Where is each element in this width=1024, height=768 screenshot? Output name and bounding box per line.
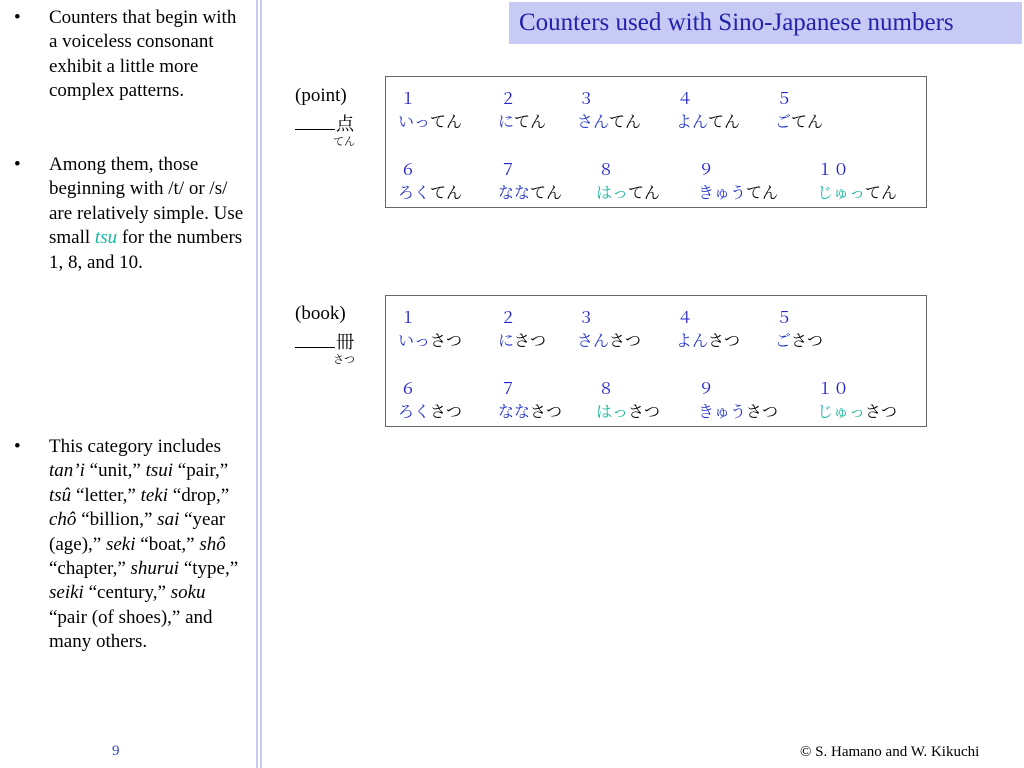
reading-cell [577, 109, 641, 132]
number-cell: １ [400, 89, 417, 108]
counter-term: teki [140, 484, 169, 506]
reading-cell [398, 399, 462, 422]
bullet-text [49, 435, 246, 655]
number-cell: ２ [500, 89, 517, 108]
number-cell: ８ [598, 379, 615, 398]
number-cell: ２ [500, 308, 517, 327]
counter-term: shô [199, 533, 226, 555]
counter-term: seki [105, 533, 136, 555]
bullet-voiceless [14, 6, 246, 104]
bullet-t-s [14, 153, 246, 275]
counter-suffix: さつ [430, 402, 463, 421]
title-banner [509, 2, 1022, 44]
counter-suffix: てん [609, 112, 642, 131]
page-title: Counters used with Sino-Japanese numbers [519, 9, 954, 36]
bullet-dot: • [14, 154, 21, 175]
reading-cell [498, 399, 562, 422]
kanji-char: 冊 [336, 332, 354, 353]
number-reading: いっ [398, 112, 431, 131]
number-reading: ご [775, 331, 792, 350]
counter-suffix: てん [530, 183, 563, 202]
page-number: 9 [112, 743, 120, 759]
reading-cell [676, 109, 740, 132]
number-reading: きゅう [698, 183, 747, 202]
copyright-footer: © S. Hamano and W. Kikuchi [800, 744, 980, 760]
counter-suffix: さつ [530, 402, 563, 421]
counter-term: seiki [49, 582, 84, 604]
counter-suffix: てん [746, 183, 779, 202]
number-reading: ご [775, 112, 792, 131]
number-cell: ９ [698, 379, 715, 398]
bullet-text: Counters that begin with a voiceless consonant exhibit a little more complex patterns. [49, 7, 237, 102]
bullet-dot: • [14, 7, 21, 28]
bullet-text-part: “pair,” [173, 460, 229, 482]
counter-suffix: てん [430, 183, 463, 202]
counter-suffix: さつ [628, 402, 661, 421]
bullet-text-part: for the numbers 1, 8, and 10. [49, 227, 243, 273]
bullet-category [14, 435, 246, 655]
counter-table-point [385, 76, 927, 208]
number-cell: ３ [578, 89, 595, 108]
counter-reading-point: てん [333, 135, 355, 148]
number-cell: ６ [400, 379, 417, 398]
reading-cell [398, 180, 462, 203]
number-cell: ７ [500, 160, 517, 179]
number-cell: ５ [776, 308, 793, 327]
bullet-text-part: “year (age),” [49, 509, 226, 555]
counter-suffix: てん [865, 183, 898, 202]
blank-line [295, 346, 335, 348]
number-cell: ４ [677, 89, 694, 108]
bullet-text-part: “boat,” [135, 533, 200, 555]
counter-suffix: てん [791, 112, 824, 131]
counter-reading-book: さつ [333, 353, 355, 366]
counter-suffix: さつ [791, 331, 824, 350]
sidebar [0, 0, 258, 768]
counter-term: shurui [130, 558, 180, 580]
bullet-text-part: “billion,” [76, 509, 158, 531]
reading-cell [498, 109, 546, 132]
number-reading: なな [498, 183, 531, 202]
kanji-char: 点 [336, 114, 354, 135]
counter-suffix: さつ [708, 331, 741, 350]
number-cell: ４ [677, 308, 694, 327]
counter-suffix: てん [628, 183, 661, 202]
number-reading: いっ [398, 331, 431, 350]
number-reading: じゅっ [817, 183, 866, 202]
number-reading: に [498, 331, 515, 350]
counter-suffix: さつ [514, 331, 547, 350]
reading-cell [498, 328, 546, 351]
counter-suffix: さつ [865, 402, 898, 421]
reading-cell [498, 180, 562, 203]
counter-suffix: てん [430, 112, 463, 131]
number-reading: はっ [596, 183, 629, 202]
number-cell: １０ [817, 379, 850, 398]
reading-cell [596, 399, 660, 422]
number-reading: はっ [596, 402, 629, 421]
reading-cell [698, 399, 778, 422]
bullet-text-part: “unit,” [84, 460, 146, 482]
reading-cell [596, 180, 660, 203]
reading-cell [817, 399, 897, 422]
number-reading: さん [577, 112, 610, 131]
number-reading: じゅっ [817, 402, 866, 421]
counter-table-book [385, 295, 927, 427]
bullet-text-part: “pair (of shoes),” and many others. [49, 606, 213, 653]
reading-cell [775, 109, 823, 132]
number-cell: ９ [698, 160, 715, 179]
number-cell: １０ [817, 160, 850, 179]
counter-term: tsui [145, 460, 174, 482]
bullet-text-part: “century,” [83, 582, 171, 604]
reading-cell [698, 180, 778, 203]
number-cell: ８ [598, 160, 615, 179]
counter-label-book: (book) [295, 303, 346, 324]
counter-term: tan’i [49, 460, 85, 482]
counter-suffix: てん [514, 112, 547, 131]
bullet-text [49, 153, 246, 275]
counter-suffix: さつ [430, 331, 463, 350]
number-cell: ６ [400, 160, 417, 179]
number-reading: きゅう [698, 402, 747, 421]
blank-line [295, 128, 335, 130]
highlight-tsu: tsu [94, 227, 118, 249]
counter-label-point: (point) [295, 85, 347, 106]
number-reading: さん [577, 331, 610, 350]
bullet-text-part: This category includes [49, 436, 222, 457]
bullet-dot: • [14, 436, 21, 457]
reading-cell [775, 328, 823, 351]
counter-term: soku [170, 582, 206, 604]
number-reading: よん [676, 331, 709, 350]
counter-term: sai [157, 509, 180, 531]
reading-cell [676, 328, 740, 351]
number-cell: ３ [578, 308, 595, 327]
number-reading: ろく [398, 183, 431, 202]
number-reading: ろく [398, 402, 431, 421]
number-cell: ５ [776, 89, 793, 108]
reading-cell [398, 328, 462, 351]
number-cell: １ [400, 308, 417, 327]
counter-suffix: てん [708, 112, 741, 131]
bullet-text-part: “letter,” [71, 484, 141, 506]
bullet-text-part: Among them, those beginning with /t/ or /s/ are relatively simple. Use small [49, 154, 244, 249]
counter-term: tsû [49, 484, 72, 506]
bullet-text-part: “chapter,” [49, 558, 131, 580]
counter-suffix: さつ [609, 331, 642, 350]
bullet-text-part: “drop,” [168, 484, 230, 506]
reading-cell [398, 109, 462, 132]
counter-term: chô [49, 509, 77, 531]
number-cell: ７ [500, 379, 517, 398]
number-reading: に [498, 112, 515, 131]
number-reading: なな [498, 402, 531, 421]
counter-suffix: さつ [746, 402, 779, 421]
reading-cell [577, 328, 641, 351]
number-reading: よん [676, 112, 709, 131]
bullet-text-part: “type,” [179, 558, 239, 580]
reading-cell [817, 180, 897, 203]
